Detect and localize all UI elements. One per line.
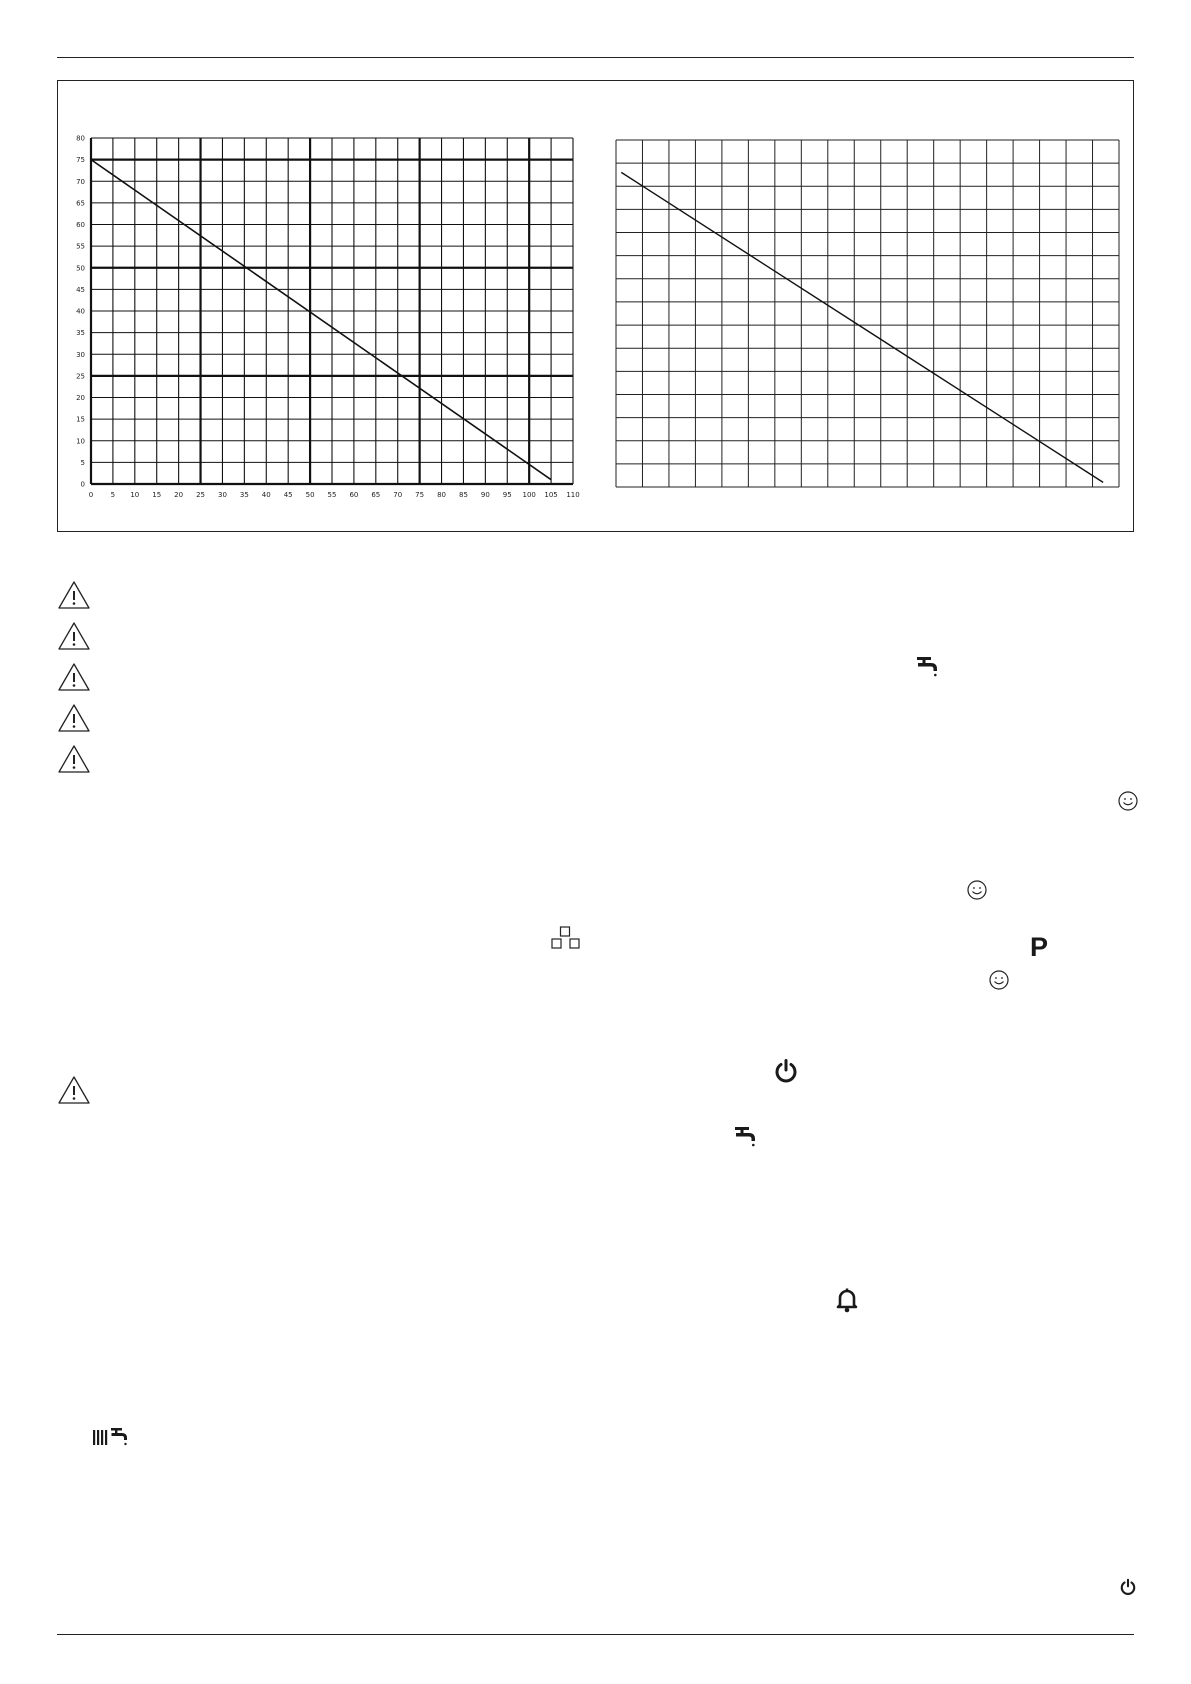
x-tick-label: 40 (261, 491, 271, 499)
series-line (91, 160, 551, 480)
power-icon (1119, 1578, 1137, 1596)
x-tick-label: 45 (283, 491, 293, 499)
chart-right (616, 140, 1119, 487)
x-tick-label: 90 (480, 491, 490, 499)
p-icon: P (1030, 932, 1049, 962)
x-tick-label: 100 (522, 491, 536, 499)
x-tick-label: 20 (174, 491, 184, 499)
y-tick-label: 0 (80, 480, 85, 489)
y-tick-label: 45 (76, 285, 85, 294)
warning-icon (57, 703, 91, 733)
x-tick-label: 35 (239, 491, 249, 499)
x-tick-label: 85 (458, 491, 468, 499)
y-tick-label: 70 (76, 177, 85, 186)
x-tick-label: 25 (196, 491, 206, 499)
y-tick-label: 60 (76, 221, 85, 229)
smiley-icon (1117, 790, 1139, 812)
warning-icon (57, 744, 91, 774)
x-tick-label: 10 (130, 491, 140, 499)
boxes-icon (551, 926, 581, 950)
x-tick-label: 30 (217, 491, 227, 499)
x-tick-label: 110 (566, 491, 580, 499)
y-tick-label: 80 (76, 134, 85, 143)
charts-canvas (0, 0, 1191, 560)
chart-left (76, 135, 580, 500)
warning-icon (57, 621, 91, 651)
x-tick-label: 5 (110, 491, 116, 499)
x-tick-label: 65 (371, 491, 381, 499)
radiator-tap-icon (92, 1426, 132, 1448)
y-tick-label: 55 (76, 242, 85, 251)
x-tick-label: 75 (415, 491, 425, 499)
y-tick-label: 25 (76, 372, 85, 381)
x-tick-label: 0 (88, 491, 94, 499)
y-tick-label: 35 (76, 329, 85, 338)
x-tick-label: 50 (305, 491, 315, 499)
smiley-icon (988, 969, 1010, 991)
y-tick-label: 75 (76, 156, 85, 165)
bottom-rule (57, 1634, 1134, 1635)
x-tick-label: 70 (393, 491, 403, 499)
y-tick-label: 15 (76, 415, 85, 424)
warning-icon (57, 580, 91, 610)
y-tick-label: 10 (76, 437, 85, 446)
x-tick-label: 55 (327, 491, 337, 499)
x-tick-label: 95 (502, 491, 512, 499)
warning-icon (57, 662, 91, 692)
y-tick-label: 65 (76, 199, 85, 208)
y-tick-label: 50 (76, 264, 85, 273)
y-tick-label: 30 (76, 350, 85, 359)
x-tick-label: 80 (437, 491, 447, 499)
series-line (621, 172, 1103, 482)
warning-icon (57, 1075, 91, 1105)
x-tick-label: 105 (544, 491, 558, 499)
tap-icon (733, 1125, 759, 1149)
x-tick-label: 15 (152, 491, 162, 499)
x-tick-label: 60 (349, 491, 359, 499)
y-tick-label: 40 (76, 307, 85, 316)
tap-icon (915, 655, 941, 679)
power-icon (773, 1058, 799, 1084)
y-tick-label: 20 (76, 394, 85, 402)
y-tick-label: 5 (80, 458, 85, 467)
smiley-icon (966, 879, 988, 901)
bell-icon (835, 1287, 859, 1313)
